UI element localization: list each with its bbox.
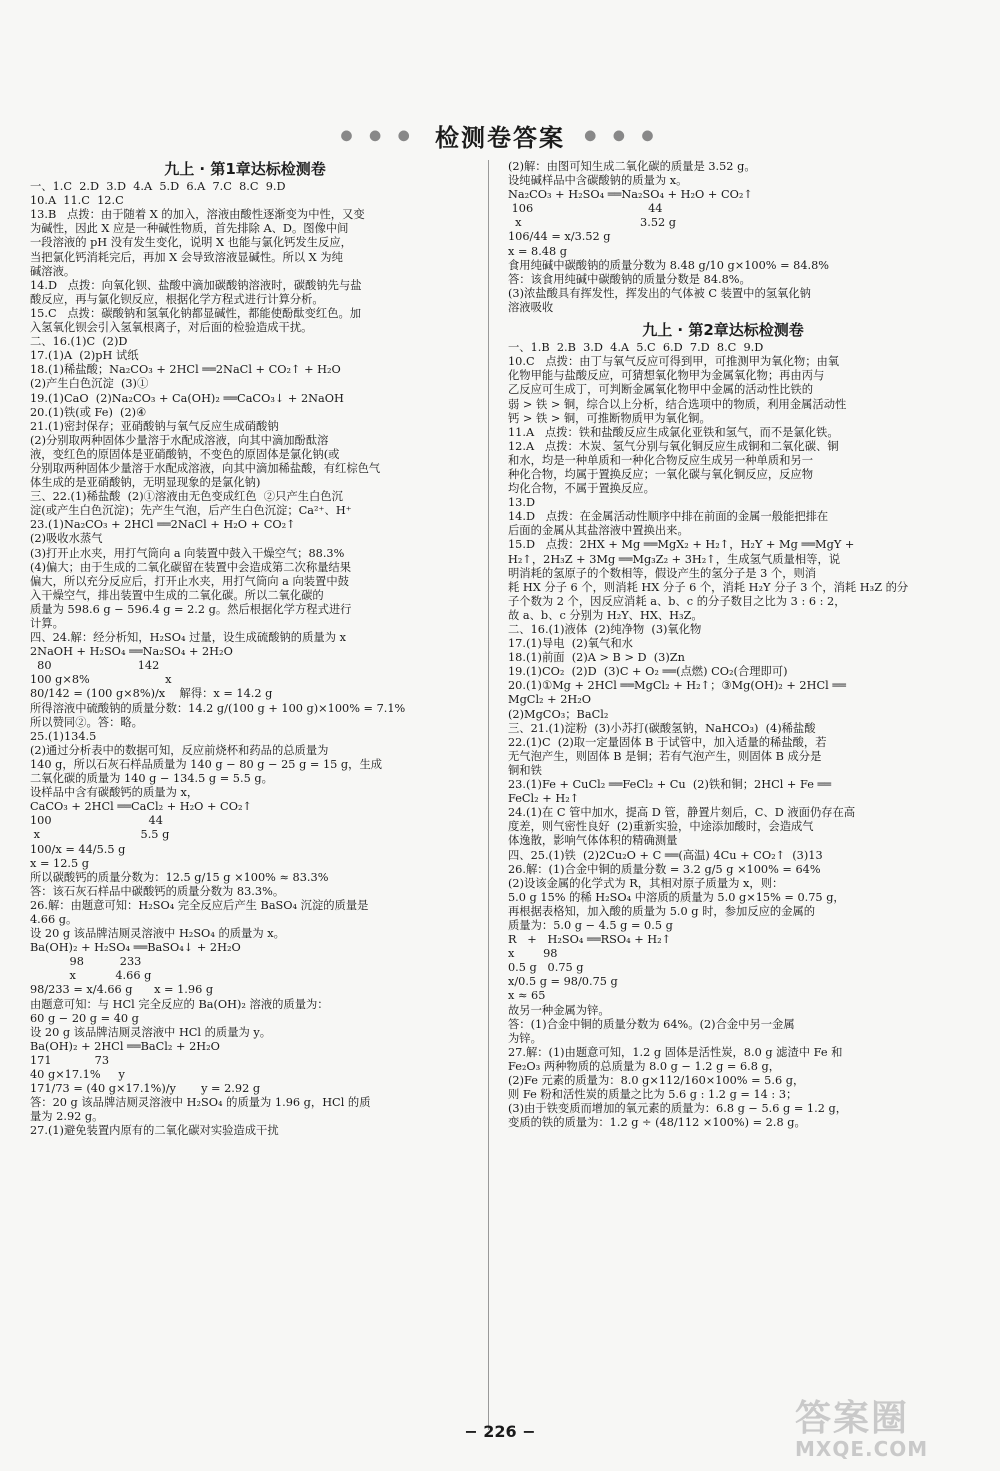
answer-line: MgCl₂ + 2H₂O [508, 693, 592, 707]
answer-line: (2)通过分析表中的数据可知，反应前烧杯和药品的总质量为 [30, 743, 329, 757]
answer-line: 故另一种金属为锌。 [508, 1003, 610, 1017]
answer-line: 度差，则气密性良好 (2)重新实验，中途添加酸时，会造成气 [508, 820, 814, 834]
answer-line: 四、24.解：经分析知，H₂SO₄ 过量，设生成硫酸钠的质量为 x [30, 631, 346, 645]
answer-line: 80 142 [30, 659, 160, 673]
answer-line: 17.(1)A (2)pH 试纸 [30, 349, 139, 363]
right-answer-lines [508, 341, 938, 1130]
answer-line: 20.(1)铁(或 Fe) (2)④ [30, 405, 147, 419]
watermark-sub: MXQE.COM [795, 1437, 929, 1461]
answer-line: 15.C 点拨：碳酸钠和氢氧化钠都显碱性，都能使酚酞变红色。加 [30, 306, 362, 320]
answer-line: 当把氯化钙消耗完后，再加 X 会导致溶液显碱性。所以 X 为纯 [30, 250, 343, 264]
answer-line: 液，变红色的原固体是亚硝酸钠，不变色的原固体是氯化钠(或 [30, 447, 340, 461]
watermark-main: 答案圈 [795, 1398, 910, 1439]
answer-line: 答：20 g 该品牌洁厕灵溶液中 H₂SO₄ 的质量为 1.96 g，HCl 的质 [30, 1096, 371, 1110]
section-title-chapter-2: 九上 · 第2章达标检测卷 [642, 321, 804, 340]
answer-line: 四、25.(1)铁 (2)2Cu₂O + C ══(高温) 4Cu + CO₂↑ (3)13 [508, 848, 823, 862]
answer-line: 171/73 = (40 g×17.1%)/y y = 2.92 g [30, 1082, 261, 1096]
left-column [30, 160, 460, 1138]
answer-line: 量为 2.92 g。 [30, 1110, 104, 1124]
answer-line: x 98 [508, 947, 558, 961]
answer-line: 三、21.(1)淀粉 (3)小苏打(碳酸氢钠，NaHCO₃) (4)稀盐酸 [508, 721, 816, 735]
answer-line: 14.D 点拨：向氧化钡、盐酸中滴加碳酸钠溶液时，碳酸钠先与盐 [30, 278, 362, 292]
answer-line: (2)设该金属的化学式为 R，其相对原子质量为 x，则： [508, 876, 784, 890]
answer-line: 26.解：(1)合金中铜的质量分数 = 3.2 g/5 g ×100% = 64% [508, 862, 821, 876]
answer-line: 19.(1)CO₂ (2)D (3)C + O₂ ══(点燃) CO₂(合理即可) [508, 665, 788, 679]
answer-line: H₂↑，2H₃Z + 3Mg ══Mg₃Z₂ + 3H₂↑，生成氢气质量相等，说 [508, 552, 841, 566]
answer-line: 19.(1)CaO (2)Na₂CO₃ + Ca(OH)₂ ══CaCO₃↓ + 2NaOH [30, 391, 344, 405]
answer-line: 质量为：5.0 g − 4.5 g = 0.5 g [508, 918, 673, 932]
answer-line: x = 8.48 g [508, 244, 567, 258]
answer-line: 再根据表格知，加入酸的质量为 5.0 g 时，参加反应的金属的 [508, 904, 816, 918]
answer-line: R + H₂SO₄ ══RSO₄ + H₂↑ [508, 933, 672, 947]
answer-line: 分别取两种固体少量溶于水配成溶液，向其中滴加稀盐酸，有红棕色气 [30, 461, 381, 475]
answer-line: 三、22.(1)稀盐酸 (2)①溶液由无色变成红色 ②只产生白色沉 [30, 490, 343, 504]
answer-line: 23.(1)Na₂CO₃ + 2HCl ══2NaCl + H₂O + CO₂↑ [30, 518, 296, 532]
answer-line: 13.B 点拨：由于随着 X 的加入，溶液由酸性逐渐变为中性，又变 [30, 208, 365, 222]
answer-line: 化物甲能与盐酸反应，可猜想氧化物甲为金属氧化物；再由丙与 [508, 369, 825, 383]
answer-line: 25.(1)134.5 [30, 729, 97, 743]
answer-line: 一段溶液的 pH 没有发生变化，说明 X 也能与氯化钙发生反应， [30, 236, 352, 250]
answer-line: 24.(1)在 C 管中加水，提高 D 管，静置片刻后，C、D 液面仍存在高 [508, 806, 856, 820]
answer-line: 21.(1)密封保存；亚硝酸钠与氧气反应生成硝酸钠 [30, 419, 279, 433]
page-header [0, 118, 1000, 153]
answer-line: x 4.66 g [30, 969, 152, 983]
answer-line: 所以赞同②。答：略。 [30, 715, 143, 729]
answer-line: 明消耗的氢原子的个数相等，假设产生的氢分子是 3 个，则消 [508, 566, 817, 580]
answer-line: 一、1.B 2.B 3.D 4.A 5.C 6.D 7.D 8.C 9.D [508, 341, 764, 355]
answer-line: Ba(OH)₂ + H₂SO₄ ══BaSO₄↓ + 2H₂O [30, 941, 241, 955]
answer-line: 2NaOH + H₂SO₄ ══Na₂SO₄ + 2H₂O [30, 645, 233, 659]
answer-line: 20.(1)①Mg + 2HCl ══MgCl₂ + H₂↑；③Mg(OH)₂ + 2HCl ══ [508, 679, 846, 693]
answer-line: (2)吸收水蒸气 [30, 532, 103, 546]
column-divider [488, 160, 489, 1430]
answer-line: 4.66 g。 [30, 912, 78, 926]
answer-line: 23.(1)Fe + CuCl₂ ══FeCl₂ + Cu (2)铁和铜；2HCl + Fe ══ [508, 778, 832, 792]
answer-line: 入干燥空气，排出装置中生成的二氧化碳。所以二氧化碳的 [30, 588, 324, 602]
answer-line: 答：该食用纯碱中碳酸钠的质量分数是 84.8%。 [508, 272, 751, 286]
answer-line: 17.(1)导电 (2)氧气和水 [508, 637, 633, 651]
answer-line: 100 44 [30, 814, 163, 828]
answer-line: 钙 > 铁 > 铜，可推断物质甲为氧化铜。 [508, 411, 711, 425]
answer-line: 弱 > 铁 > 铜，综合以上分析，结合选项中的物质，利用金属活动性 [508, 397, 847, 411]
answer-line: 均化合物，不属于置换反应。 [508, 482, 655, 496]
answer-line: (3)由于铁变质而增加的氧元素的质量为：6.8 g − 5.6 g = 1.2 g， [508, 1102, 848, 1116]
answer-line: 10.C 点拨：由丁与氧气反应可得到甲，可推测甲为氧化物；由氧 [508, 355, 840, 369]
answer-line: 为锌。 [508, 1031, 542, 1045]
answer-line: 体生成的是亚硝酸钠，无明显现象的是氯化钠) [30, 476, 261, 490]
answer-line: 所以碳酸钙的质量分数为：12.5 g/15 g ×100% ≈ 83.3% [30, 870, 329, 884]
answer-line: (2)MgCO₃；BaCl₂ [508, 707, 609, 721]
answer-line: FeCl₂ + H₂↑ [508, 792, 580, 806]
answer-line: 体逸散，影响气体体积的精确测量 [508, 834, 678, 848]
answer-line: 98/233 = x/4.66 g x = 1.96 g [30, 983, 214, 997]
answer-line: 100 g×8% x [30, 673, 172, 687]
answer-line: 5.0 g 15% 的稀 H₂SO₄ 中溶质的质量为 5.0 g×15% = 0.75 g， [508, 890, 845, 904]
answer-line: 耗 HX 分子 6 个，则消耗 HX 分子 6 个，消耗 H₂Y 分子 3 个，消耗 H₃Z 的分 [508, 580, 909, 594]
answer-line: 铜和铁 [508, 763, 542, 777]
answer-line: (2)解：由图可知生成二氧化碳的质量是 3.52 g。 [508, 160, 756, 173]
answer-line: 10.A 11.C 12.C [30, 194, 124, 208]
answer-line: 100/x = 44/5.5 g [30, 842, 126, 856]
answer-line: 淀(或产生白色沉淀)；先产生气泡，后产生白色沉淀；Ca²⁺、H⁺ [30, 504, 352, 518]
answer-line: 18.(1)前面 (2)A > B > D (3)Zn [508, 651, 685, 665]
answer-line: 质量为 598.6 g − 596.4 g = 2.2 g。然后根据化学方程式进行 [30, 602, 352, 616]
answer-line: 27.(1)避免装置内原有的二氧化碳对实验造成干扰 [30, 1124, 279, 1138]
answer-line: 26.解：由题意可知：H₂SO₄ 完全反应后产生 BaSO₄ 沉淀的质量是 [30, 898, 369, 912]
answer-line: 设 20 g 该品牌洁厕灵溶液中 HCl 的质量为 y。 [30, 1025, 272, 1039]
answer-line: 偏大，所以充分反应后，打开止水夹，用打气筒向 a 向装置中鼓 [30, 574, 349, 588]
decorative-dots-right: ● ● ● [584, 127, 660, 144]
answer-line: 答：(1)合金中铜的质量分数为 64%。(2)合金中另一金属 [508, 1017, 795, 1031]
answer-line: 12.A 点拨：木炭、氢气分别与氧化铜反应生成铜和二氧化碳、铜 [508, 439, 839, 453]
page-number: − 226 − [464, 1422, 536, 1441]
answer-line: (4)偏大；由于生成的二氧化碳留在装置中会造成第二次称量结果 [30, 560, 352, 574]
section-title-chapter-1: 九上 · 第1章达标检测卷 [164, 160, 326, 178]
answer-line: 140 g，所以石灰石样品质量为 140 g − 80 g − 25 g = 15 g，生成 [30, 757, 383, 771]
answer-line: 后面的金属从其盐溶液中置换出来。 [508, 524, 689, 538]
right-column [508, 160, 938, 1130]
answer-line: CaCO₃ + 2HCl ══CaCl₂ + H₂O + CO₂↑ [30, 800, 252, 814]
answer-line: 40 g×17.1% y [30, 1068, 125, 1081]
answer-line: (3)打开止水夹，用打气筒向 a 向装置中鼓入干燥空气；88.3% [30, 546, 345, 560]
answer-line: (2)Fe 元素的质量为：8.0 g×112/160×100% = 5.6 g， [508, 1074, 805, 1087]
answer-line: Ba(OH)₂ + 2HCl ══BaCl₂ + 2H₂O [30, 1039, 220, 1053]
answer-line: x 3.52 g [508, 216, 677, 230]
answer-line: 80/142 = (100 g×8%)/x 解得：x = 14.2 g [30, 687, 273, 701]
answer-line: 无气泡产生，则固体 B 是铜；若有气泡产生，则固体 B 成分是 [508, 749, 822, 763]
answer-line: 98 233 [30, 955, 142, 969]
answer-line: 15.D 点拨：2HX + Mg ══MgX₂ + H₂↑，H₂Y + Mg ══MgY + [508, 538, 855, 552]
answer-line: 设纯碱样品中含碳酸钠的质量为 x。 [508, 174, 688, 188]
answer-line: 106/44 = x/3.52 g [508, 230, 611, 244]
answer-line: 食用纯碱中碳酸钠的质量分数为 8.48 g/10 g×100% = 84.8% [508, 258, 830, 272]
answer-line: 22.(1)C (2)取一定量固体 B 于试管中，加入适量的稀盐酸，若 [508, 735, 827, 749]
answer-line: 故 a、b、c 分别为 H₂Y、HX、H₃Z。 [508, 608, 703, 622]
answer-line: 13.D [508, 496, 536, 510]
answer-line: 子个数为 2 个，因反应消耗 a、b、c 的分子数目之比为 3 : 6 : 2， [508, 594, 846, 608]
answer-line: 乙反应可生成丁，可判断金属氧化物甲中金属的活动性比铁的 [508, 383, 814, 397]
answer-line: 由题意可知：与 HCl 完全反应的 Ba(OH)₂ 溶液的质量为： [30, 997, 329, 1011]
answer-line: 答：该石灰石样品中碳酸钙的质量分数为 83.3%。 [30, 884, 285, 898]
answer-line: 则 Fe 粉和活性炭的质量之比为 5.6 g : 1.2 g = 14 : 3； [508, 1088, 798, 1102]
answer-line: 酸反应，再与氯化钡反应，根据化学方程式进行计算分析。 [30, 292, 324, 306]
answer-line: x = 12.5 g [30, 856, 89, 870]
answer-line: 二、16.(1)液体 (2)纯净物 (3)氧化物 [508, 623, 702, 636]
answer-line: 二氧化碳的质量为 140 g − 134.5 g = 5.5 g。 [30, 772, 273, 786]
answer-line: 二、16.(1)C (2)D [30, 335, 128, 349]
answer-line: 18.(1)稀盐酸；Na₂CO₃ + 2HCl ══2NaCl + CO₂↑ + H₂O [30, 363, 341, 377]
answer-line: 碱溶液。 [30, 264, 76, 278]
answer-line: 0.5 g 0.75 g [508, 961, 584, 975]
answer-line: 入氢氧化钡会引入氢氧根离子，对后面的检验造成干扰。 [30, 321, 313, 335]
answer-line: 一、1.C 2.D 3.D 4.A 5.D 6.A 7.C 8.C 9.D [30, 180, 286, 194]
answer-line: x 5.5 g [30, 828, 170, 842]
answer-line: Fe₂O₃ 两种物质的总质量为 8.0 g − 1.2 g = 6.8 g， [508, 1059, 781, 1073]
answer-line: (2)分别取两种固体少量溶于水配成溶液，向其中滴加酚酞溶 [30, 433, 329, 447]
watermark-logo [795, 1390, 985, 1460]
answer-line: 种化合物，均属于置换反应；一氧化碳与氧化铜反应，反应物 [508, 467, 814, 481]
answer-line: 设样品中含有碳酸钙的质量为 x， [30, 786, 199, 800]
left-answer-lines [30, 180, 460, 1138]
answer-line: 171 73 [30, 1053, 110, 1067]
answer-line: (3)浓盐酸具有挥发性，挥发出的气体被 C 装置中的氢氧化钠 [508, 286, 811, 300]
answer-line: Na₂CO₃ + H₂SO₄ ══Na₂SO₄ + H₂O + CO₂↑ [508, 188, 753, 202]
page-title: 检测卷答案 [435, 124, 565, 152]
answer-line: 27.解：(1)由题意可知，1.2 g 固体是活性炭，8.0 g 滤渣中 Fe 和 [508, 1045, 843, 1059]
answer-line: 和水，均是一种单质和一种化合物反应生成另一种单质和另一 [508, 453, 814, 467]
right-top-answer-lines [508, 160, 938, 315]
answer-line: 计算。 [30, 617, 64, 630]
answer-line: 为碱性，因此 X 应是一种碱性物质，首先排除 A、D。图像中间 [30, 222, 349, 236]
decorative-dots-left: ● ● ● [340, 127, 416, 144]
answer-line: 11.A 点拨：铁和盐酸反应生成氯化亚铁和氢气，而不是氯化铁。 [508, 425, 839, 439]
answer-line: 设 20 g 该品牌洁厕灵溶液中 H₂SO₄ 的质量为 x。 [30, 927, 285, 941]
answer-line: 106 44 [508, 202, 663, 216]
answer-line: 所得溶液中硫酸钠的质量分数：14.2 g/(100 g + 100 g)×100% = 7.1% [30, 701, 406, 715]
answer-line: 60 g − 20 g = 40 g [30, 1011, 139, 1025]
answer-line: 变质的铁的质量为：1.2 g ÷ (48/112 ×100%) = 2.8 g。 [508, 1116, 806, 1130]
answer-line: 溶液吸收 [508, 300, 554, 314]
answer-line: x ≈ 65 [508, 989, 546, 1003]
answer-line: 14.D 点拨：在金属活动性顺序中排在前面的金属一般能把排在 [508, 510, 829, 524]
answer-line: x/0.5 g = 98/0.75 g [508, 975, 618, 989]
answer-line: (2)产生白色沉淀 (3)① [30, 377, 149, 391]
